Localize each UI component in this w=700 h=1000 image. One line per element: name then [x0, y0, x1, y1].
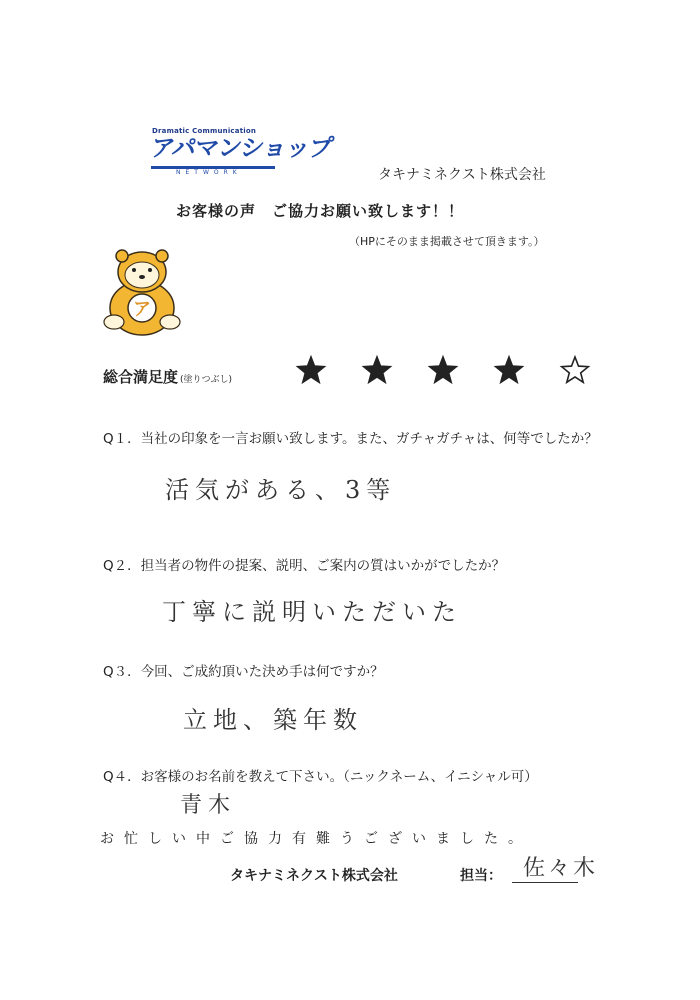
company-name-bottom: タキナミネクスト株式会社: [230, 868, 398, 884]
question-1: Q１．当社の印象を一言お願い致します。また、ガチャガチャは、何等でしたか？: [103, 431, 598, 447]
mascot-bear-icon: [100, 246, 184, 338]
question-3: Q３．今回、ご成約頂いた決め手は何ですか？: [103, 664, 384, 680]
answer-3: 立地、築年数: [183, 706, 363, 734]
mascot-badge-letter: ア: [133, 299, 151, 320]
question-2: Q２．担当者の物件の提案、説明、ご案内の質はいかがでしたか？: [103, 558, 506, 574]
company-name-top: タキナミネクスト株式会社: [378, 167, 546, 183]
staff-name: 佐々木: [523, 856, 599, 881]
staff-label: 担当：: [460, 868, 502, 884]
answer-1: 活気がある、3等: [165, 476, 397, 504]
rating-hint: (塗りつぶし): [180, 375, 233, 385]
answer-4: 青木: [180, 793, 237, 818]
question-4: Q４．お客様のお名前を教えて下さい。（ニックネーム、イニシャル可）: [103, 769, 538, 785]
logo-tagline: Dramatic Communication: [152, 127, 257, 135]
star-icon-3[interactable]: [430, 357, 457, 382]
logo-network: NETWORK: [176, 169, 242, 176]
answer-2: 丁寧に説明いただいた: [162, 598, 462, 626]
rating-label-text: 総合満足度: [103, 368, 179, 386]
star-icon-5[interactable]: [562, 357, 589, 382]
closing-message: お忙しい中ご協力有難うございました。: [100, 831, 532, 847]
publish-note: （HPにそのまま掲載させて頂きます。）: [349, 235, 545, 248]
rating-label: [103, 366, 232, 387]
page-title: お客様の声 ご協力お願い致します！！: [176, 202, 465, 220]
star-icon-4[interactable]: [496, 357, 523, 382]
rating-stars[interactable]: [294, 354, 594, 388]
star-icon-2[interactable]: [364, 357, 391, 382]
staff-underline: [512, 882, 578, 883]
logo-brand: アパマンショップ: [149, 134, 334, 162]
star-icon-1[interactable]: [298, 357, 325, 382]
